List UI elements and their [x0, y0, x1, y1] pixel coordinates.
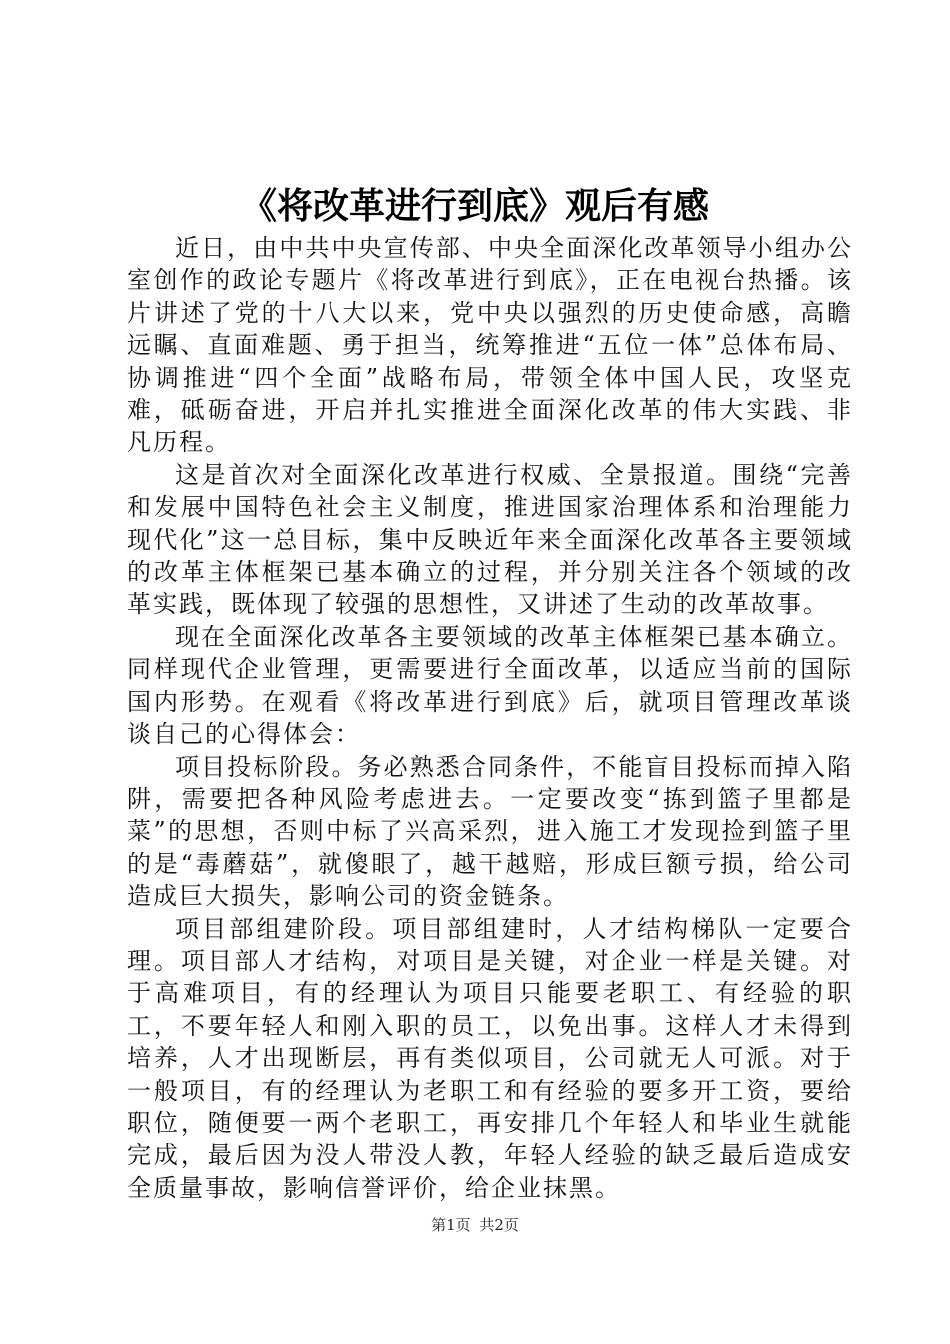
paragraph: 这是首次对全面深化改革进行权威、全景报道。围绕“完善和发展中国特色社会主义制度，推进国家治理体系和治理能力现代化”这一总目标，集中反映近年来全面深化改革各主要领域的改革主体框架已基本确立的过程，并分别关注各个领域的改革实践，既体现了较强的思想性，又讲述了生动的改革故事。	[127, 460, 853, 619]
page-footer	[0, 1215, 950, 1235]
paragraph: 现在全面深化改革各主要领域的改革主体框架已基本确立。同样现代企业管理，更需要进行全面改革，以适应当前的国际国内形势。在观看《将改革进行到底》后，就项目管理改革谈谈自己的心得体会：	[127, 622, 853, 749]
document-title: 《将改革进行到底》观后有感	[240, 186, 709, 227]
paragraph: 项目投标阶段。务必熟悉合同条件，不能盲目投标而掉入陷阱，需要把各种风险考虑进去。一定要改变“拣到篮子里都是菜”的思想，否则中标了兴高采烈，进入施工才发现捡到篮子里的是“毒蘑菇”，就傻眼了，越干越赔，形成巨额亏损，给公司造成巨大损失，影响公司的资金链条。	[127, 752, 853, 911]
page-number: 第1页	[431, 1216, 471, 1234]
paragraph: 近日，由中共中央宣传部、中央全面深化改革领导小组办公室创作的政论专题片《将改革进行到底》，正在电视台热播。该片讲述了党的十八大以来，党中央以强烈的历史使命感，高瞻远瞩、直面难题、勇于担当，统筹推进“五位一体”总体布局、协调推进“四个全面”战略布局，带领全体中国人民，攻坚克难，砥砺奋进，开启并扎实推进全面深化改革的伟大实践、非凡历程。	[127, 234, 853, 457]
paragraph: 项目部组建阶段。项目部组建时，人才结构梯队一定要合理。项目部人才结构，对项目是关键，对企业一样是关键。对于高难项目，有的经理认为项目只能要老职工、有经验的职工，不要年轻人和刚入职的员工，以免出事。这样人才未得到培养，人才出现断层，再有类似项目，公司就无人可派。对于一般项目，有的经理认为老职工和有经验的要多开工资，要给职位，随便要一两个老职工，再安排几个年轻人和毕业生就能完成，最后因为没人带没人教，年轻人经验的缺乏最后造成安全质量事故，影响信誉评价，给企业抹黑。	[127, 914, 853, 1202]
page-total: 共2页	[479, 1216, 519, 1234]
document-body	[127, 232, 853, 1204]
